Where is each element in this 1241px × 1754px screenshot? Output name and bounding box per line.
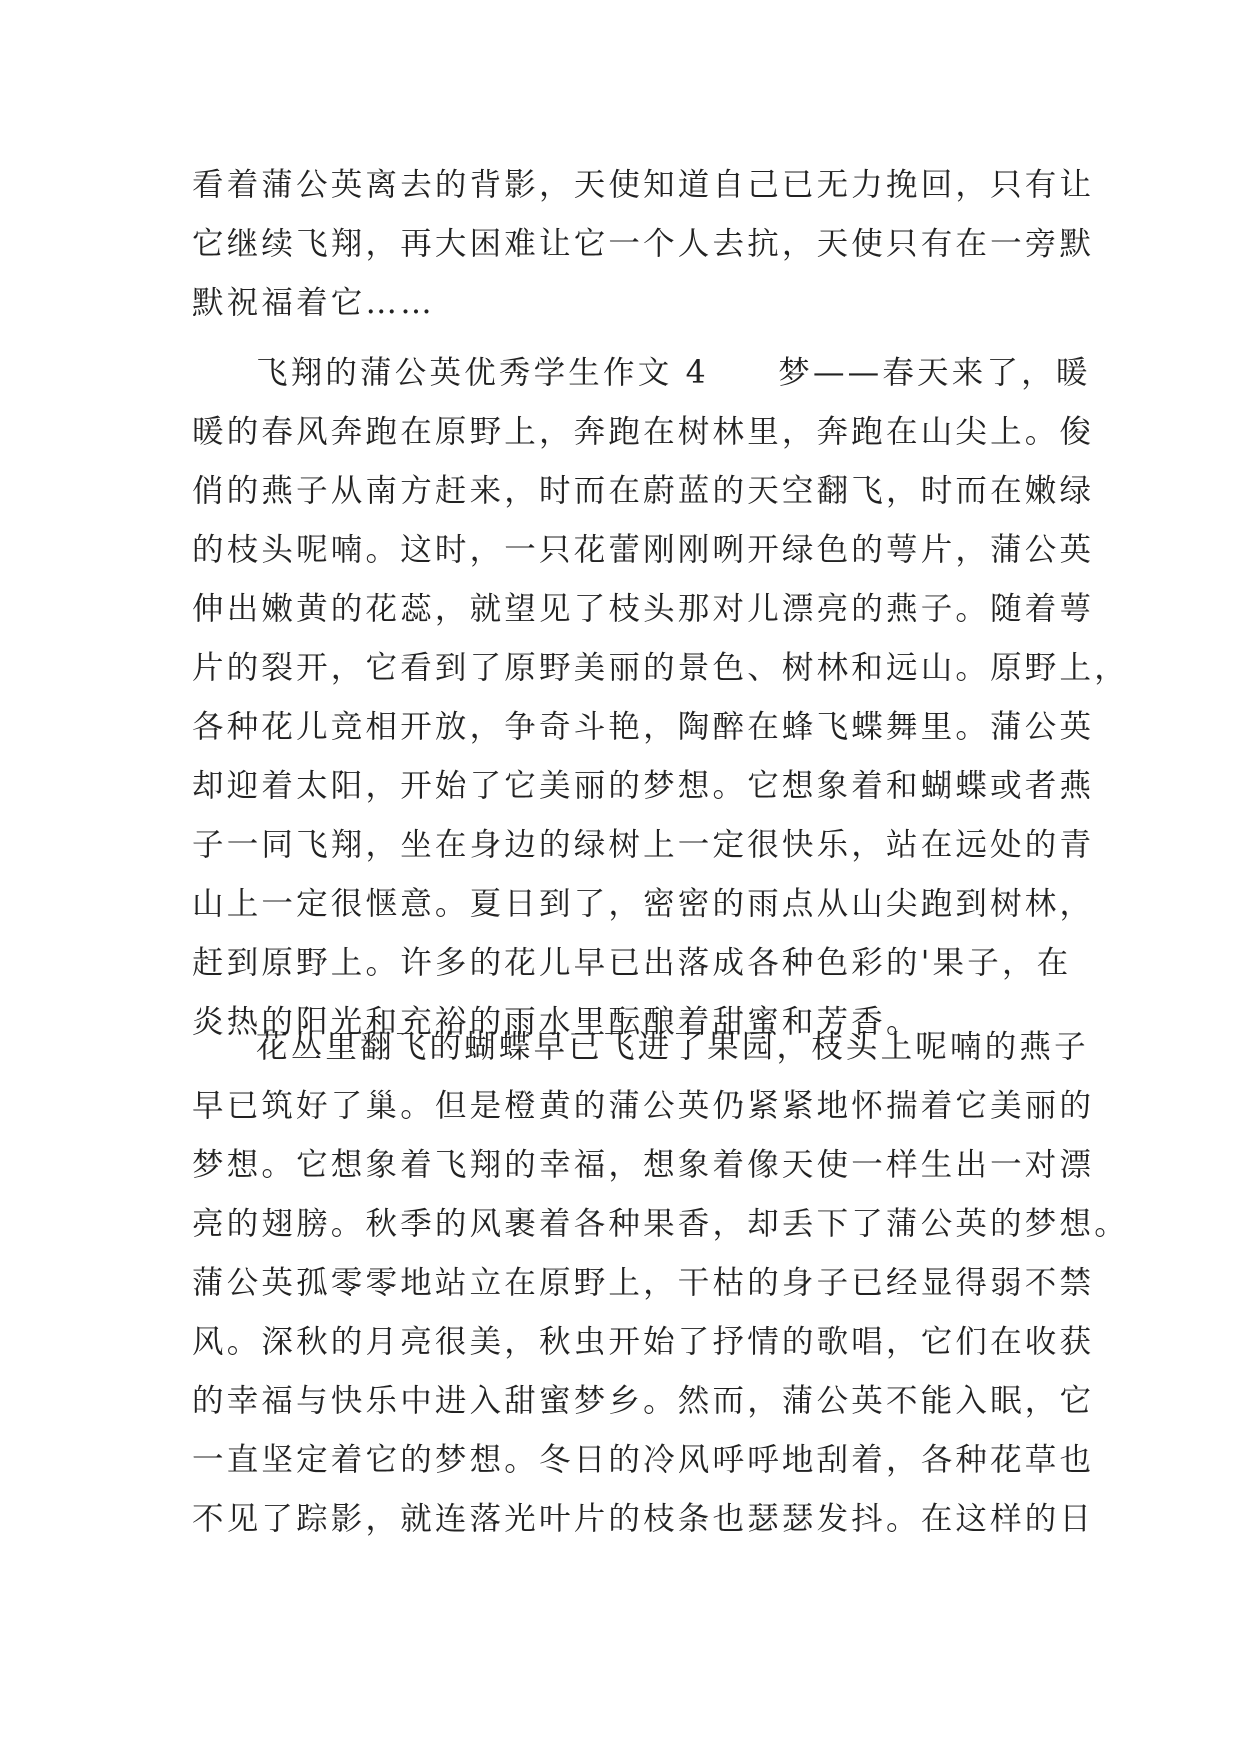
text-line: 各种花儿竞相开放，争奇斗艳，陶醉在蜂飞蝶舞里。蒲公英 — [192, 709, 1095, 745]
paragraph-3 — [192, 1018, 1129, 1549]
text-line: 赶到原野上。许多的花儿早已出落成各种色彩的'果子，在 — [192, 945, 1072, 981]
text-line: 俏的燕子从南方赶来，时而在蔚蓝的天空翻飞，时而在嫩绿 — [192, 473, 1095, 509]
paragraph-2 — [192, 344, 1129, 1052]
text-line: 一直坚定着它的梦想。冬日的冷风呼呼地刮着，各种花草也 — [192, 1442, 1095, 1478]
text-line: 花丛里翻飞的蝴蝶早已飞进了果园，枝头上呢喃的燕子 — [256, 1029, 1089, 1065]
text-line: 早已筑好了巢。但是橙黄的蒲公英仍紧紧地怀揣着它美丽的 — [192, 1088, 1095, 1124]
text-line: 炎热的阳光和充裕的雨水里酝酿着甜蜜和芳香。 — [192, 1004, 921, 1040]
text-line: 的枝头呢喃。这时，一只花蕾刚刚咧开绿色的萼片，蒲公英 — [192, 532, 1095, 568]
text-line: 看着蒲公英离去的背影，天使知道自己已无力挽回，只有让 — [192, 167, 1095, 203]
text-line: 飞翔的蒲公英优秀学生作文 4 梦——春天来了，暖 — [256, 355, 1091, 391]
text-line: 却迎着太阳，开始了它美丽的梦想。它想象着和蝴蝶或者燕 — [192, 768, 1095, 804]
text-line: 蒲公英孤零零地站立在原野上，干枯的身子已经显得弱不禁 — [192, 1265, 1095, 1301]
text-line: 梦想。它想象着飞翔的幸福，想象着像天使一样生出一对漂 — [192, 1147, 1095, 1183]
text-line: 默祝福着它…… — [192, 285, 435, 321]
text-line: 伸出嫩黄的花蕊，就望见了枝头那对儿漂亮的燕子。随着萼 — [192, 591, 1095, 627]
paragraph-1 — [192, 156, 1095, 333]
text-line: 山上一定很惬意。夏日到了，密密的雨点从山尖跑到树林， — [192, 886, 1095, 922]
text-line: 亮的翅膀。秋季的风裹着各种果香，却丢下了蒲公英的梦想。 — [192, 1206, 1129, 1242]
text-line: 片的裂开，它看到了原野美丽的景色、树林和远山。原野上， — [192, 650, 1129, 686]
text-line: 暖的春风奔跑在原野上，奔跑在树林里，奔跑在山尖上。俊 — [192, 414, 1095, 450]
text-line: 风。深秋的月亮很美，秋虫开始了抒情的歌唱，它们在收获 — [192, 1324, 1095, 1360]
text-line: 不见了踪影，就连落光叶片的枝条也瑟瑟发抖。在这样的日 — [192, 1501, 1095, 1537]
text-line: 它继续飞翔，再大困难让它一个人去抗，天使只有在一旁默 — [192, 226, 1095, 262]
text-line: 子一同飞翔，坐在身边的绿树上一定很快乐，站在远处的青 — [192, 827, 1095, 863]
text-line: 的幸福与快乐中进入甜蜜梦乡。然而，蒲公英不能入眠，它 — [192, 1383, 1095, 1419]
